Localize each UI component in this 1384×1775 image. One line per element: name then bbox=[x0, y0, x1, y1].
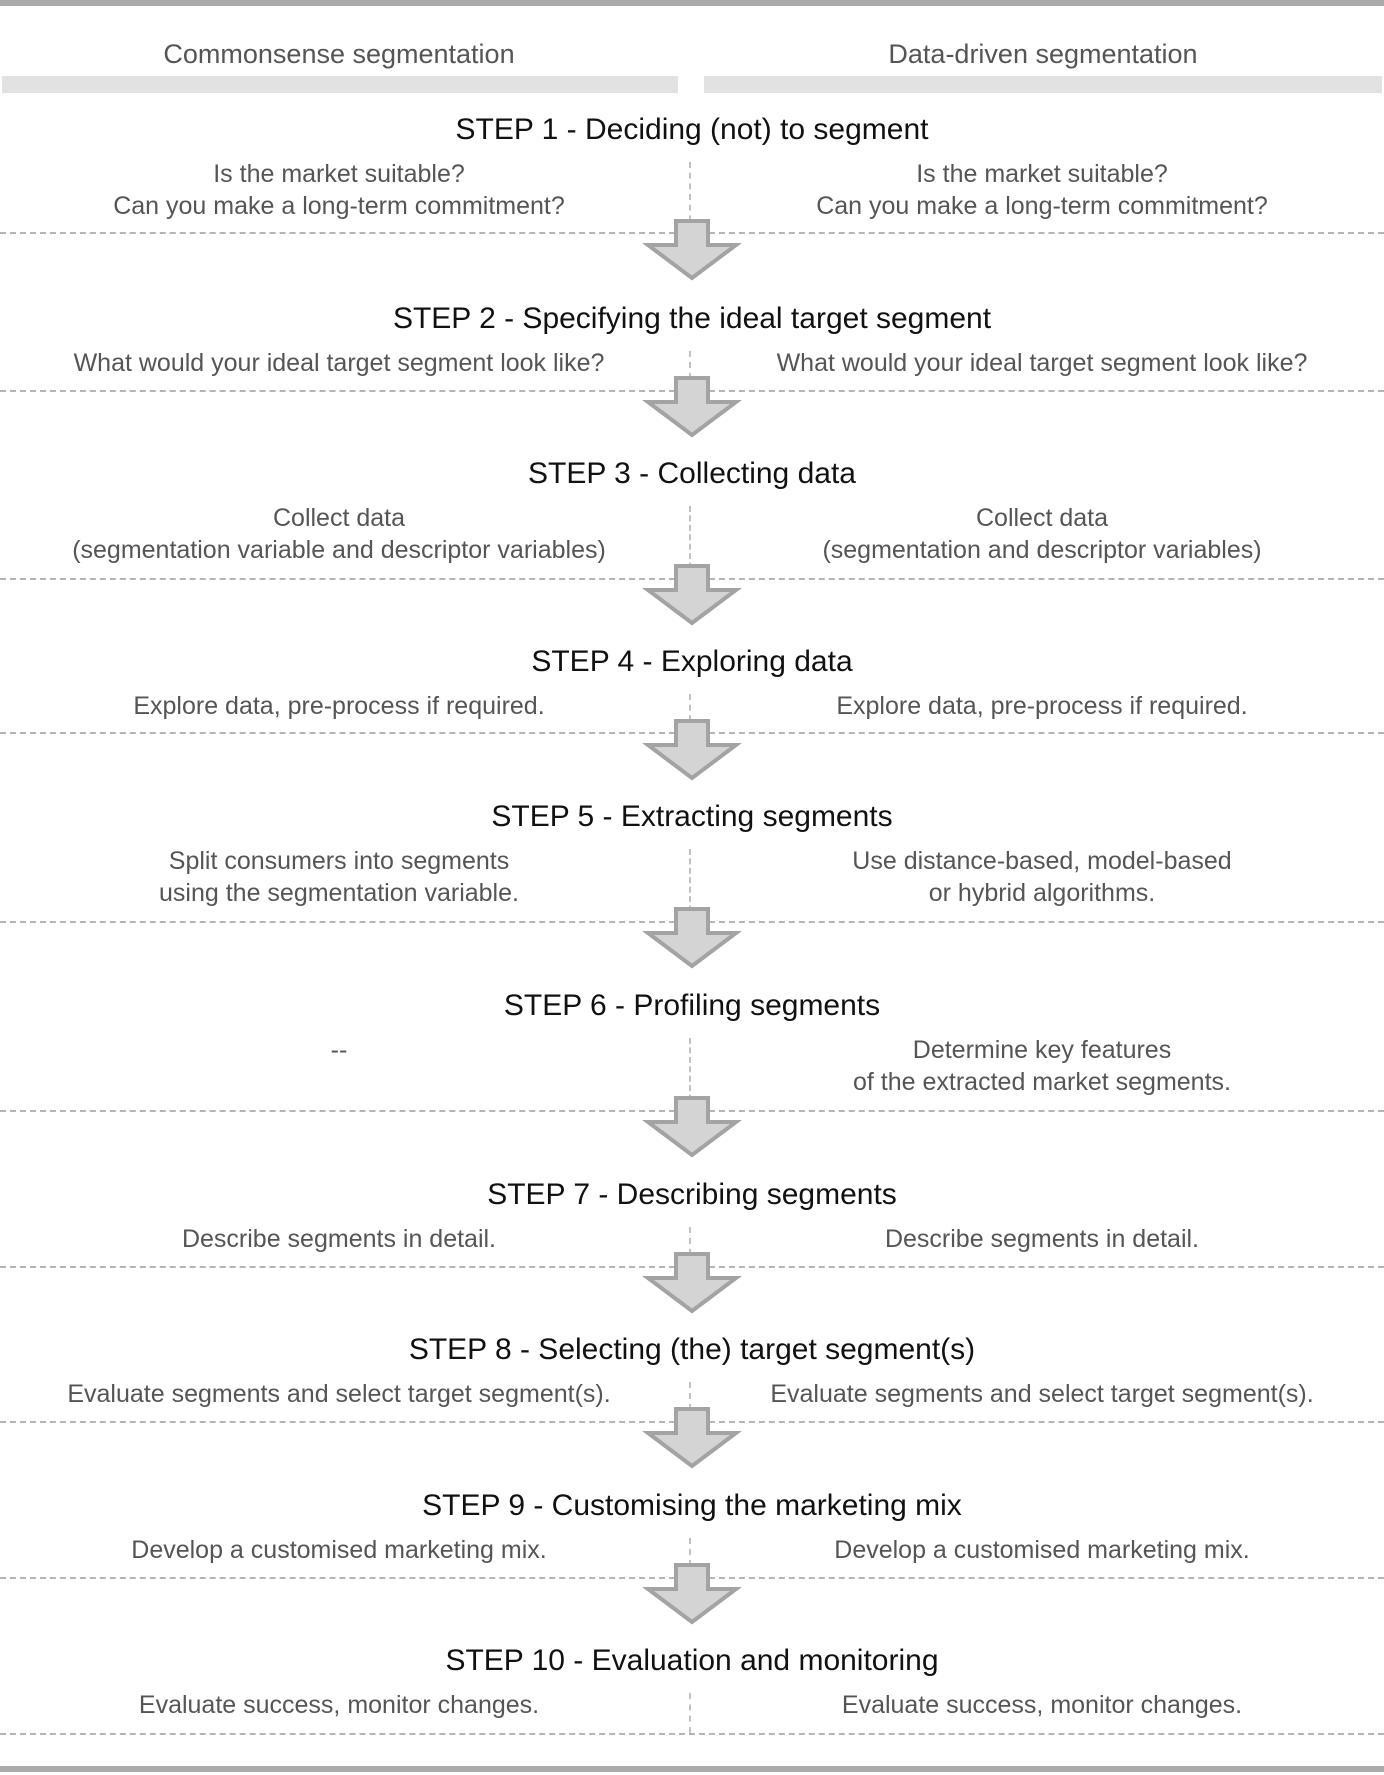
down-arrow-icon bbox=[642, 906, 742, 970]
step-4-title: STEP 4 - Exploring data bbox=[531, 645, 853, 678]
step-10-title: STEP 10 - Evaluation and monitoring bbox=[445, 1644, 939, 1677]
step-2-commonsense-text: What would your ideal target segment look like? bbox=[73, 349, 605, 377]
top-rule bbox=[0, 0, 1384, 6]
step-9-data-driven-text: Develop a customised marketing mix. bbox=[834, 1536, 1250, 1564]
step-5-data-driven-text: Use distance-based, model-based or hybrid algorithms. bbox=[852, 847, 1232, 907]
step-6-title: STEP 6 - Profiling segments bbox=[503, 989, 881, 1022]
step-3-data-driven-text: Collect data (segmentation and descriptor variables) bbox=[822, 504, 1262, 564]
step-2-data-driven-text: What would your ideal target segment look like? bbox=[776, 349, 1308, 377]
step-7-commonsense-text: Describe segments in detail. bbox=[181, 1225, 497, 1253]
step-8-title: STEP 8 - Selecting (the) target segment(s) bbox=[408, 1333, 976, 1366]
down-arrow-icon bbox=[642, 1095, 742, 1159]
step-9-title: STEP 9 - Customising the marketing mix bbox=[422, 1489, 962, 1522]
column-bar-right bbox=[704, 76, 1382, 93]
down-arrow-icon bbox=[642, 1562, 742, 1626]
step-7-data-driven-text: Describe segments in detail. bbox=[884, 1225, 1200, 1253]
down-arrow-icon bbox=[642, 563, 742, 627]
step-5-title: STEP 5 - Extracting segments bbox=[491, 800, 893, 833]
step-5-commonsense-text: Split consumers into segments using the segmentation variable. bbox=[159, 847, 519, 907]
step-10-separator-line bbox=[0, 1733, 1384, 1735]
bottom-rule bbox=[0, 1766, 1384, 1772]
step-8-commonsense-text: Evaluate segments and select target segment(s). bbox=[67, 1380, 611, 1408]
step-10-data-driven-text: Evaluate success, monitor changes. bbox=[841, 1691, 1243, 1719]
step-1-data-driven-text: Is the market suitable? Can you make a long-term commitment? bbox=[816, 160, 1268, 220]
step-2-title: STEP 2 - Specifying the ideal target segment bbox=[392, 302, 992, 335]
down-arrow-icon bbox=[642, 1406, 742, 1470]
down-arrow-icon bbox=[642, 375, 742, 439]
step-3-commonsense-text: Collect data (segmentation variable and descriptor variables) bbox=[72, 504, 606, 564]
step-1-title: STEP 1 - Deciding (not) to segment bbox=[455, 113, 929, 146]
down-arrow-icon bbox=[642, 218, 742, 282]
column-header-left: Commonsense segmentation bbox=[163, 39, 515, 69]
column-header-right: Data-driven segmentation bbox=[888, 39, 1198, 69]
step-7-title: STEP 7 - Describing segments bbox=[487, 1178, 897, 1211]
down-arrow-icon bbox=[642, 1251, 742, 1315]
step-6-data-driven-text: Determine key features of the extracted market segments. bbox=[853, 1036, 1231, 1096]
step-3-title: STEP 3 - Collecting data bbox=[528, 457, 856, 490]
step-8-data-driven-text: Evaluate segments and select target segment(s). bbox=[770, 1380, 1314, 1408]
step-10-commonsense-text: Evaluate success, monitor changes. bbox=[138, 1691, 540, 1719]
down-arrow-icon bbox=[642, 718, 742, 782]
step-10-column-divider bbox=[689, 1693, 691, 1733]
step-6-commonsense-text: -- bbox=[330, 1036, 348, 1064]
step-1-commonsense-text: Is the market suitable? Can you make a long-term commitment? bbox=[113, 160, 565, 220]
column-bar-left bbox=[2, 76, 678, 93]
step-4-commonsense-text: Explore data, pre-process if required. bbox=[133, 692, 545, 720]
step-4-data-driven-text: Explore data, pre-process if required. bbox=[836, 692, 1248, 720]
step-9-commonsense-text: Develop a customised marketing mix. bbox=[131, 1536, 547, 1564]
